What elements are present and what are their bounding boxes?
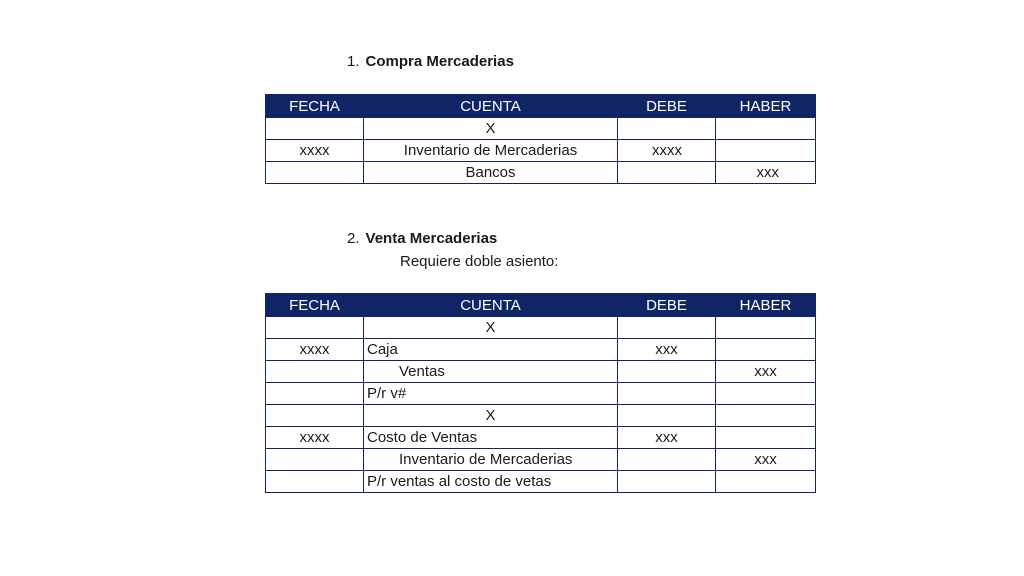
cell-haber xyxy=(716,339,816,361)
cell-cuenta: Caja xyxy=(364,339,618,361)
cell-haber xyxy=(716,427,816,449)
table-row xyxy=(266,317,816,339)
table-row xyxy=(266,383,816,405)
header-haber: HABER xyxy=(716,294,816,317)
header-debe: DEBE xyxy=(618,294,716,317)
header-fecha: FECHA xyxy=(266,294,364,317)
cell-fecha xyxy=(266,449,364,471)
cell-debe: xxx xyxy=(618,427,716,449)
cell-debe xyxy=(618,383,716,405)
cell-cuenta: X xyxy=(364,317,618,339)
cell-cuenta: Ventas xyxy=(364,361,618,383)
cell-cuenta: Bancos xyxy=(364,162,618,184)
cell-haber: xxx xyxy=(716,449,816,471)
cell-fecha xyxy=(266,405,364,427)
cell-fecha xyxy=(266,471,364,493)
journal-table-sale xyxy=(265,293,816,493)
cell-cuenta: Costo de Ventas xyxy=(364,427,618,449)
cell-debe: xxx xyxy=(618,339,716,361)
table-row xyxy=(266,427,816,449)
cell-fecha: xxxx xyxy=(266,339,364,361)
header-cuenta: CUENTA xyxy=(364,294,618,317)
header-fecha: FECHA xyxy=(266,95,364,118)
cell-fecha xyxy=(266,162,364,184)
cell-haber: xxx xyxy=(716,162,816,184)
table-row xyxy=(266,118,816,140)
cell-cuenta: Inventario de Mercaderias xyxy=(364,140,618,162)
table-row xyxy=(266,449,816,471)
cell-fecha xyxy=(266,361,364,383)
cell-fecha: xxxx xyxy=(266,427,364,449)
table-row xyxy=(266,405,816,427)
header-debe: DEBE xyxy=(618,95,716,118)
cell-haber: xxx xyxy=(716,361,816,383)
table-row xyxy=(266,162,816,184)
table-header-row xyxy=(266,294,816,317)
cell-fecha xyxy=(266,317,364,339)
section-1-heading xyxy=(347,53,514,70)
cell-debe xyxy=(618,471,716,493)
header-cuenta: CUENTA xyxy=(364,95,618,118)
table-row xyxy=(266,140,816,162)
cell-debe xyxy=(618,449,716,471)
table-row xyxy=(266,471,816,493)
cell-haber xyxy=(716,140,816,162)
section-2-number: 2. xyxy=(347,230,360,247)
cell-fecha xyxy=(266,383,364,405)
cell-cuenta: X xyxy=(364,405,618,427)
cell-haber xyxy=(716,471,816,493)
table-row xyxy=(266,339,816,361)
cell-haber xyxy=(716,118,816,140)
cell-debe xyxy=(618,162,716,184)
cell-haber xyxy=(716,383,816,405)
cell-haber xyxy=(716,405,816,427)
cell-fecha: xxxx xyxy=(266,140,364,162)
cell-debe xyxy=(618,317,716,339)
section-1-number: 1. xyxy=(347,53,360,70)
cell-haber xyxy=(716,317,816,339)
cell-debe xyxy=(618,405,716,427)
table-row xyxy=(266,361,816,383)
section-2-note: Requiere doble asiento: xyxy=(400,253,559,270)
cell-cuenta: X xyxy=(364,118,618,140)
header-haber: HABER xyxy=(716,95,816,118)
cell-cuenta: P/r ventas al costo de vetas xyxy=(364,471,618,493)
table-header-row xyxy=(266,95,816,118)
cell-cuenta: P/r v# xyxy=(364,383,618,405)
cell-fecha xyxy=(266,118,364,140)
section-2-heading xyxy=(347,230,497,247)
section-1-title: Compra Mercaderias xyxy=(365,53,514,70)
cell-cuenta: Inventario de Mercaderias xyxy=(364,449,618,471)
cell-debe xyxy=(618,118,716,140)
section-2-title: Venta Mercaderias xyxy=(365,230,498,247)
cell-debe: xxxx xyxy=(618,140,716,162)
journal-table-purchase xyxy=(265,94,816,184)
cell-debe xyxy=(618,361,716,383)
